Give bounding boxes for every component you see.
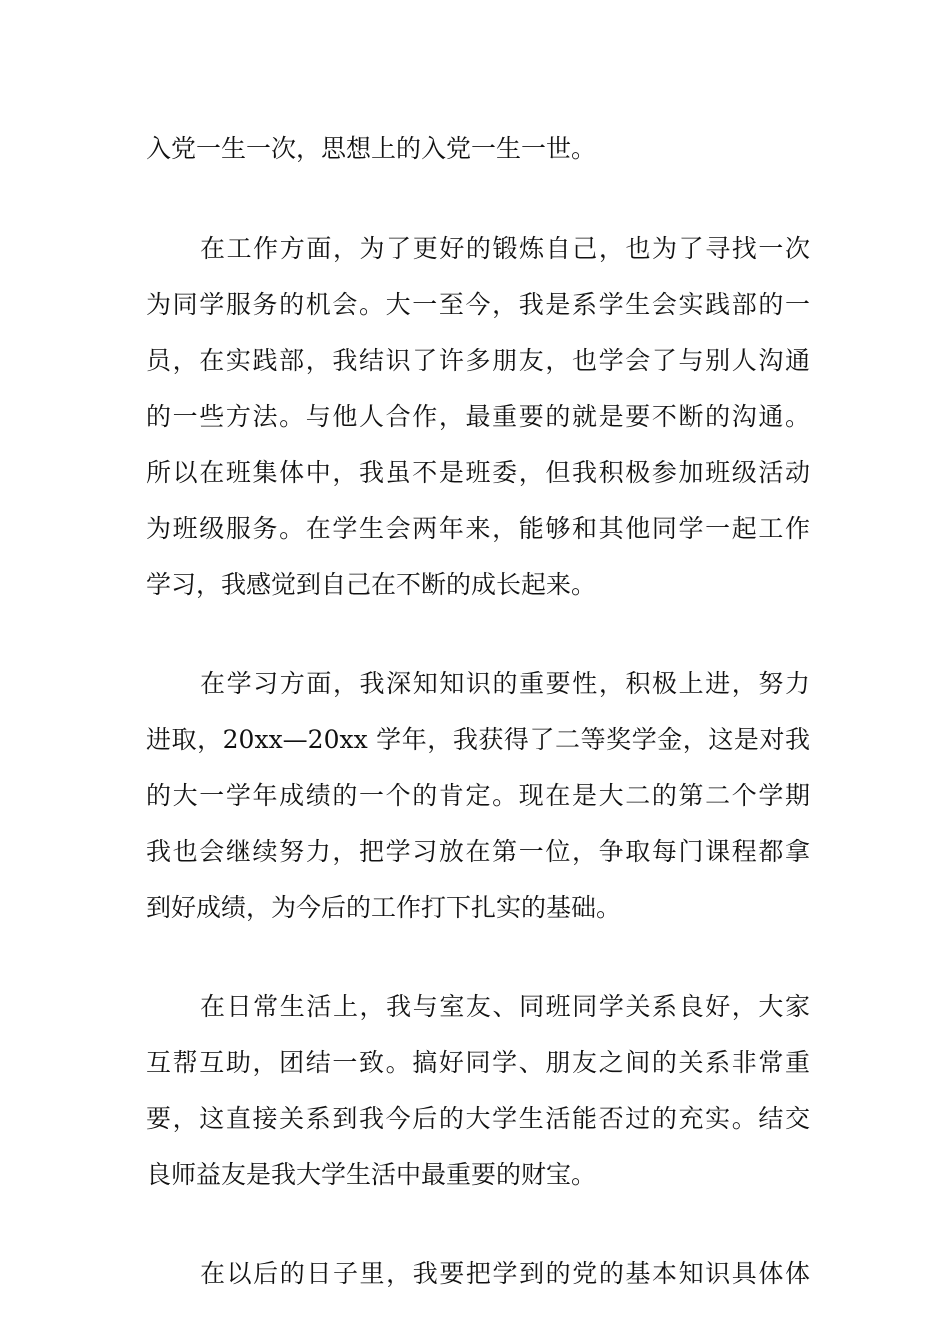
- text-line: 良师益友是我大学生活中最重要的财宝。: [146, 1160, 597, 1189]
- text-line: 所以在班集体中，我虽不是班委，但我积极参加班级活动: [146, 458, 810, 487]
- paragraph-first-line: 在以后的日子里，我要把学到的党的基本知识具体体: [200, 1259, 810, 1288]
- text-line: 学习，我感觉到自己在不断的成长起来。: [146, 570, 597, 599]
- text-line: 的一些方法。与他人合作，最重要的就是要不断的沟通。: [146, 402, 810, 431]
- paragraph-first-line: 在学习方面，我深知知识的重要性，积极上进，努力: [200, 669, 810, 698]
- text-line: 进取，20xx—20xx 学年，我获得了二等奖学金，这是对我: [146, 725, 810, 754]
- text-line: 员，在实践部，我结识了许多朋友，也学会了与别人沟通: [146, 346, 810, 375]
- paragraph-first-line: 在日常生活上，我与室友、同班同学关系良好，大家: [200, 992, 810, 1021]
- text-line: 我也会继续努力，把学习放在第一位，争取每门课程都拿: [146, 837, 810, 866]
- text-line: 到好成绩，为今后的工作打下扎实的基础。: [146, 893, 622, 922]
- text-line: 为班级服务。在学生会两年来，能够和其他同学一起工作: [146, 514, 810, 543]
- text-line: 入党一生一次，思想上的入党一生一世。: [146, 134, 597, 163]
- paragraph-first-line: 在工作方面，为了更好的锻炼自己，也为了寻找一次: [200, 234, 810, 263]
- text-line: 互帮互助，团结一致。搞好同学、朋友之间的关系非常重: [146, 1048, 810, 1077]
- text-line: 为同学服务的机会。大一至今，我是系学生会实践部的一: [146, 290, 810, 319]
- text-line: 的大一学年成绩的一个的肯定。现在是大二的第二个学期: [146, 781, 810, 810]
- text-line: 要，这直接关系到我今后的大学生活能否过的充实。结交: [146, 1104, 810, 1133]
